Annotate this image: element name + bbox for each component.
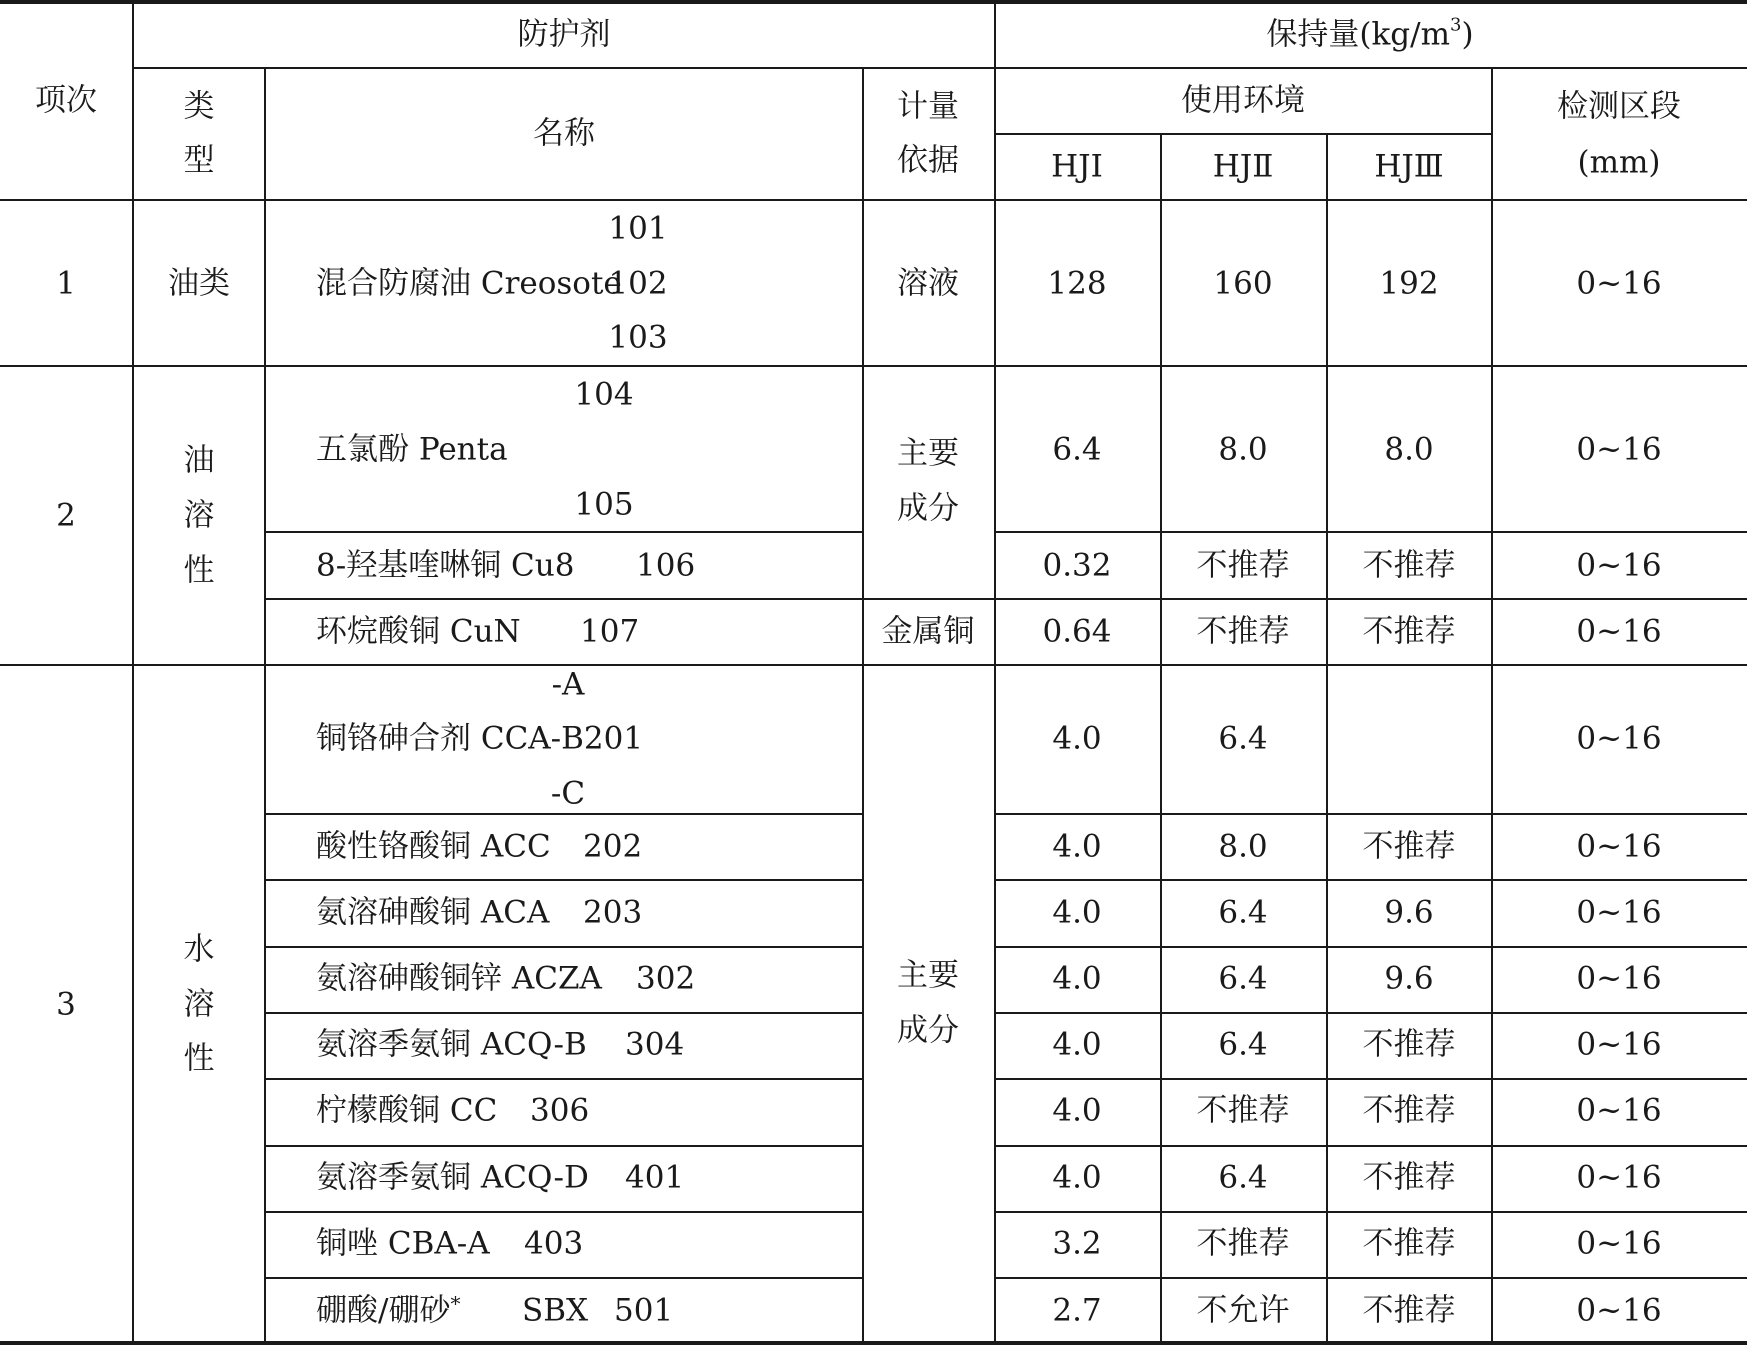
group-3-basis-1: 主要 bbox=[897, 957, 959, 994]
group-1-basis: 溶液 bbox=[897, 265, 959, 302]
col-rule-hj1 bbox=[1160, 133, 1162, 1345]
row-13-hj1: 2.7 bbox=[1052, 1292, 1102, 1329]
row-10-hj2: 不推荐 bbox=[1196, 1092, 1290, 1129]
row-7-code: 203 bbox=[583, 894, 643, 931]
row-acqb-bottom-rule bbox=[265, 1078, 863, 1080]
row-3-zone: 0~16 bbox=[1576, 547, 1662, 584]
row-6-hj1: 4.0 bbox=[1052, 828, 1102, 865]
row-1-zone: 0~16 bbox=[1576, 265, 1662, 302]
row-cba-bottom-rule-b bbox=[995, 1277, 1747, 1279]
row-3-code: 106 bbox=[636, 547, 696, 584]
row-acqd-bottom-rule bbox=[265, 1211, 863, 1213]
row-10-hj3: 不推荐 bbox=[1362, 1092, 1456, 1129]
row-13-zone: 0~16 bbox=[1576, 1292, 1662, 1329]
group-3-basis-2: 成分 bbox=[897, 1012, 959, 1049]
row-2-hj2: 8.0 bbox=[1218, 431, 1268, 468]
row-2-code-b: 105 bbox=[574, 486, 634, 523]
group-2-basis-2: 成分 bbox=[897, 490, 959, 527]
row-7-zone: 0~16 bbox=[1576, 894, 1662, 931]
row-7-hj2: 6.4 bbox=[1218, 894, 1268, 931]
header-rule-1 bbox=[133, 67, 1747, 69]
header-retention bbox=[1266, 14, 1474, 53]
group-2-type-3: 性 bbox=[183, 552, 215, 589]
row-8-hj2: 6.4 bbox=[1218, 960, 1268, 997]
row-7-name: 氨溶砷酸铜 ACA bbox=[316, 894, 550, 931]
row-5-hj2: 6.4 bbox=[1218, 720, 1268, 757]
row-aca-bottom-rule bbox=[265, 946, 863, 948]
row-1-hj1: 128 bbox=[1047, 265, 1107, 302]
row-acc-bottom-rule bbox=[265, 879, 863, 881]
header-retention-label: 保持量(kg/m bbox=[1266, 16, 1451, 53]
header-hj1: HJⅠ bbox=[1051, 148, 1103, 185]
row-acc-bottom-rule-b bbox=[995, 879, 1747, 881]
row-2-name: 五氯酚 Penta bbox=[316, 431, 508, 468]
row-6-zone: 0~16 bbox=[1576, 828, 1662, 865]
row-11-hj1: 4.0 bbox=[1052, 1159, 1102, 1196]
row-cc-bottom-rule bbox=[265, 1145, 863, 1147]
row-12-hj1: 3.2 bbox=[1052, 1225, 1102, 1262]
row-4-hj3: 不推荐 bbox=[1362, 613, 1456, 650]
header-basis-2: 依据 bbox=[897, 142, 959, 179]
row-9-code: 304 bbox=[625, 1026, 685, 1063]
row-1-name: 混合防腐油 Creosote bbox=[316, 265, 622, 302]
row-cc-bottom-rule-b bbox=[995, 1145, 1747, 1147]
group-1-bottom-rule bbox=[0, 365, 1747, 367]
table-top-rule bbox=[0, 0, 1747, 4]
row-10-code: 306 bbox=[530, 1092, 590, 1129]
row-5-code-a: -A bbox=[551, 666, 585, 703]
row-acqd-bottom-rule-b bbox=[995, 1211, 1747, 1213]
group-2-basis-extra: 金属铜 bbox=[881, 613, 975, 650]
header-name: 名称 bbox=[533, 115, 595, 152]
row-2-hj1: 6.4 bbox=[1052, 431, 1102, 468]
header-environment: 使用环境 bbox=[1181, 82, 1305, 119]
row-1-code-a: 101 bbox=[608, 210, 668, 247]
row-9-hj3: 不推荐 bbox=[1362, 1026, 1456, 1063]
row-8-zone: 0~16 bbox=[1576, 960, 1662, 997]
row-8-hj3: 9.6 bbox=[1384, 960, 1434, 997]
row-13-name-text: 硼酸/硼砂 bbox=[316, 1292, 451, 1329]
group-3-type-3: 性 bbox=[183, 1040, 215, 1077]
group-3-index: 3 bbox=[56, 986, 76, 1023]
col-rule-hj3 bbox=[1491, 67, 1493, 1345]
row-8-name: 氨溶砷酸铜锌 ACZA bbox=[316, 960, 602, 997]
group-3-type-2: 溶 bbox=[183, 986, 215, 1023]
row-10-zone: 0~16 bbox=[1576, 1092, 1662, 1129]
row-11-name: 氨溶季氨铜 ACQ-D bbox=[316, 1159, 589, 1196]
row-12-name: 铜唑 CBA-A bbox=[316, 1225, 490, 1262]
row-1-code-b: 102 bbox=[608, 265, 668, 302]
row-5-zone: 0~16 bbox=[1576, 720, 1662, 757]
row-acza-bottom-rule bbox=[265, 1012, 863, 1014]
header-type-2: 型 bbox=[183, 142, 215, 179]
header-rule-env bbox=[995, 133, 1492, 135]
row-1-hj3: 192 bbox=[1379, 265, 1439, 302]
header-hj2: HJⅡ bbox=[1212, 148, 1274, 185]
row-3-hj3: 不推荐 bbox=[1362, 547, 1456, 584]
row-1-code-c: 103 bbox=[608, 319, 668, 356]
row-2-code-a: 104 bbox=[574, 376, 634, 413]
row-9-zone: 0~16 bbox=[1576, 1026, 1662, 1063]
row-106-bottom-rule bbox=[265, 598, 1747, 600]
group-1-type: 油类 bbox=[168, 265, 230, 302]
row-2-zone: 0~16 bbox=[1576, 431, 1662, 468]
row-13-hj2: 不允许 bbox=[1196, 1292, 1290, 1329]
row-12-zone: 0~16 bbox=[1576, 1225, 1662, 1262]
group-3-type-1: 水 bbox=[183, 931, 215, 968]
row-9-name: 氨溶季氨铜 ACQ-B bbox=[316, 1026, 587, 1063]
row-11-zone: 0~16 bbox=[1576, 1159, 1662, 1196]
col-rule-hj2 bbox=[1326, 133, 1328, 1345]
col-rule-index bbox=[132, 0, 134, 1345]
table-bottom-rule bbox=[0, 1341, 1747, 1345]
row-13-name bbox=[316, 1291, 461, 1329]
row-104-bottom-rule-b bbox=[995, 531, 1747, 533]
row-2-hj3: 8.0 bbox=[1384, 431, 1434, 468]
row-3-hj2: 不推荐 bbox=[1196, 547, 1290, 584]
row-9-hj2: 6.4 bbox=[1218, 1026, 1268, 1063]
row-cba-bottom-rule bbox=[265, 1277, 863, 1279]
group-2-type-2: 溶 bbox=[183, 497, 215, 534]
col-rule-name bbox=[862, 67, 864, 1345]
row-7-hj1: 4.0 bbox=[1052, 894, 1102, 931]
row-8-code: 302 bbox=[636, 960, 696, 997]
row-13-hj3: 不推荐 bbox=[1362, 1292, 1456, 1329]
col-rule-basis bbox=[994, 0, 996, 1345]
row-4-hj2: 不推荐 bbox=[1196, 613, 1290, 650]
group-1-index: 1 bbox=[56, 265, 76, 302]
row-12-code: 403 bbox=[524, 1225, 584, 1262]
row-8-hj1: 4.0 bbox=[1052, 960, 1102, 997]
row-6-code: 202 bbox=[583, 828, 643, 865]
row-acqb-bottom-rule-b bbox=[995, 1078, 1747, 1080]
row-5-code-b: -C bbox=[550, 775, 586, 812]
row-12-hj2: 不推荐 bbox=[1196, 1225, 1290, 1262]
row-4-name: 环烷酸铜 CuN bbox=[316, 613, 521, 650]
row-1-hj2: 160 bbox=[1213, 265, 1273, 302]
row-9-hj1: 4.0 bbox=[1052, 1026, 1102, 1063]
row-5-hj1: 4.0 bbox=[1052, 720, 1102, 757]
header-zone-1: 检测区段 bbox=[1557, 88, 1681, 125]
group-2-bottom-rule bbox=[0, 664, 1747, 666]
row-11-hj2: 6.4 bbox=[1218, 1159, 1268, 1196]
row-acza-bottom-rule-b bbox=[995, 1012, 1747, 1014]
header-index: 项次 bbox=[35, 82, 97, 119]
row-6-hj3: 不推荐 bbox=[1362, 828, 1456, 865]
header-zone-2: (mm) bbox=[1577, 144, 1661, 181]
row-6-name: 酸性铬酸铜 ACC bbox=[316, 828, 551, 865]
row-11-code: 401 bbox=[625, 1159, 685, 1196]
row-13-code: 501 bbox=[614, 1292, 674, 1329]
row-4-hj1: 0.64 bbox=[1042, 613, 1112, 650]
row-4-code: 107 bbox=[580, 613, 640, 650]
row-12-hj3: 不推荐 bbox=[1362, 1225, 1456, 1262]
row-10-name: 柠檬酸铜 CC bbox=[316, 1092, 498, 1129]
group-2-type-1: 油 bbox=[183, 442, 215, 479]
row-3-hj1: 0.32 bbox=[1042, 547, 1112, 584]
header-retention-sup: 3 bbox=[1450, 14, 1462, 36]
header-bottom-rule bbox=[0, 199, 1747, 201]
row-6-hj2: 8.0 bbox=[1218, 828, 1268, 865]
row-4-zone: 0~16 bbox=[1576, 613, 1662, 650]
group-2-basis-1: 主要 bbox=[897, 435, 959, 472]
header-type-1: 类 bbox=[183, 88, 215, 125]
row-5-name: 铜铬砷合剂 CCA-B201 bbox=[316, 720, 644, 757]
row-13-abbr: SBX bbox=[522, 1292, 589, 1329]
row-cca-bottom-rule-b bbox=[995, 813, 1747, 815]
group-2-index: 2 bbox=[56, 497, 76, 534]
row-cca-bottom-rule bbox=[265, 813, 863, 815]
row-11-hj3: 不推荐 bbox=[1362, 1159, 1456, 1196]
col-rule-type bbox=[264, 67, 266, 1345]
row-13-name-sup: * bbox=[450, 1291, 461, 1316]
header-basis-1: 计量 bbox=[897, 88, 959, 125]
header-retention-close: ) bbox=[1461, 16, 1474, 53]
header-hj3: HJⅢ bbox=[1374, 148, 1444, 185]
row-7-hj3: 9.6 bbox=[1384, 894, 1434, 931]
row-10-hj1: 4.0 bbox=[1052, 1092, 1102, 1129]
row-104-bottom-rule bbox=[265, 531, 863, 533]
row-aca-bottom-rule-b bbox=[995, 946, 1747, 948]
row-3-name: 8-羟基喹啉铜 Cu8 bbox=[316, 547, 575, 584]
header-protectant: 防护剂 bbox=[517, 16, 611, 53]
